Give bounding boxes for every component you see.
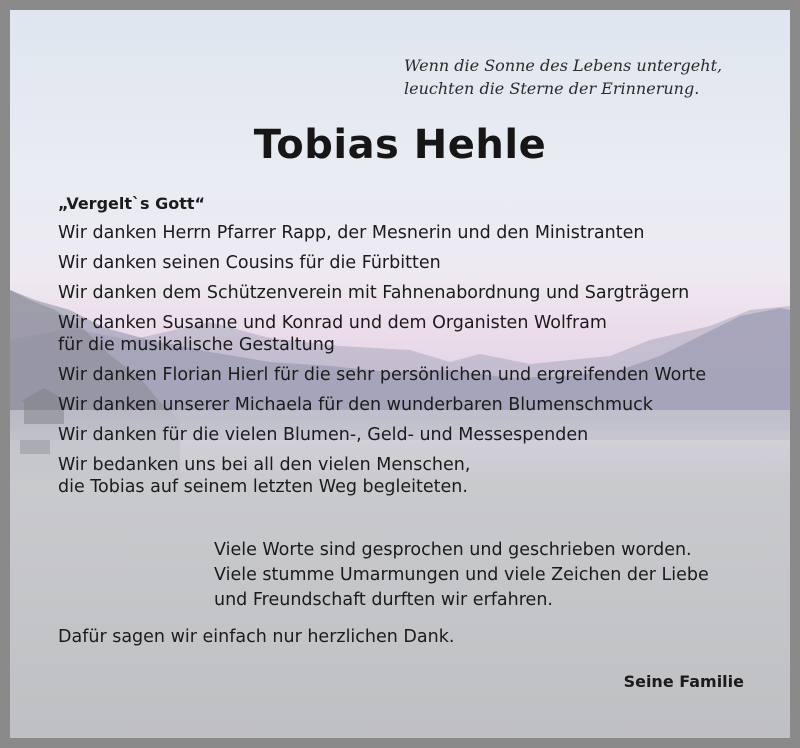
thanks-heading: „Vergelt`s Gott“ — [58, 194, 206, 213]
poem-line: Viele stumme Umarmungen und viele Zeichen der Liebe — [214, 565, 709, 585]
thanks-line: Wir bedanken uns bei all den vielen Menschen, die Tobias auf seinem letzten Weg begleiteten. — [58, 455, 471, 497]
motto-quote — [404, 54, 744, 100]
thanks-line: Wir danken Herrn Pfarrer Rapp, der Mesnerin und den Ministranten — [58, 223, 645, 243]
thanks-line: Wir danken dem Schützenverein mit Fahnenabordnung und Sargträgern — [58, 283, 690, 303]
family-signature: Seine Familie — [623, 672, 744, 691]
poem-line: Viele Worte sind gesprochen und geschrieben worden. — [214, 540, 692, 560]
thanks-line: Wir danken für die vielen Blumen-, Geld- und Messespenden — [58, 425, 589, 445]
thanks-line: Wir danken unserer Michaela für den wunderbaren Blumenschmuck — [58, 395, 653, 415]
thanks-section — [58, 192, 778, 506]
thanks-line: Wir danken seinen Cousins für die Fürbitten — [58, 253, 441, 273]
poem-block — [214, 538, 774, 613]
thanks-line: Wir danken Florian Hierl für die sehr persönlichen und ergreifenden Worte — [58, 365, 707, 385]
closing-line: Dafür sagen wir einfach nur herzlichen Dank. — [58, 627, 455, 647]
poem-line: und Freundschaft durften wir erfahren. — [214, 590, 553, 610]
motto-line-2: leuchten die Sterne der Erinnerung. — [404, 79, 700, 98]
motto-line-1: Wenn die Sonne des Lebens untergeht, — [404, 56, 723, 75]
deceased-name: Tobias Hehle — [253, 122, 547, 168]
thanks-line: Wir danken Susanne und Konrad und dem Organisten Wolfram für die musikalische Gestaltung — [58, 313, 607, 355]
